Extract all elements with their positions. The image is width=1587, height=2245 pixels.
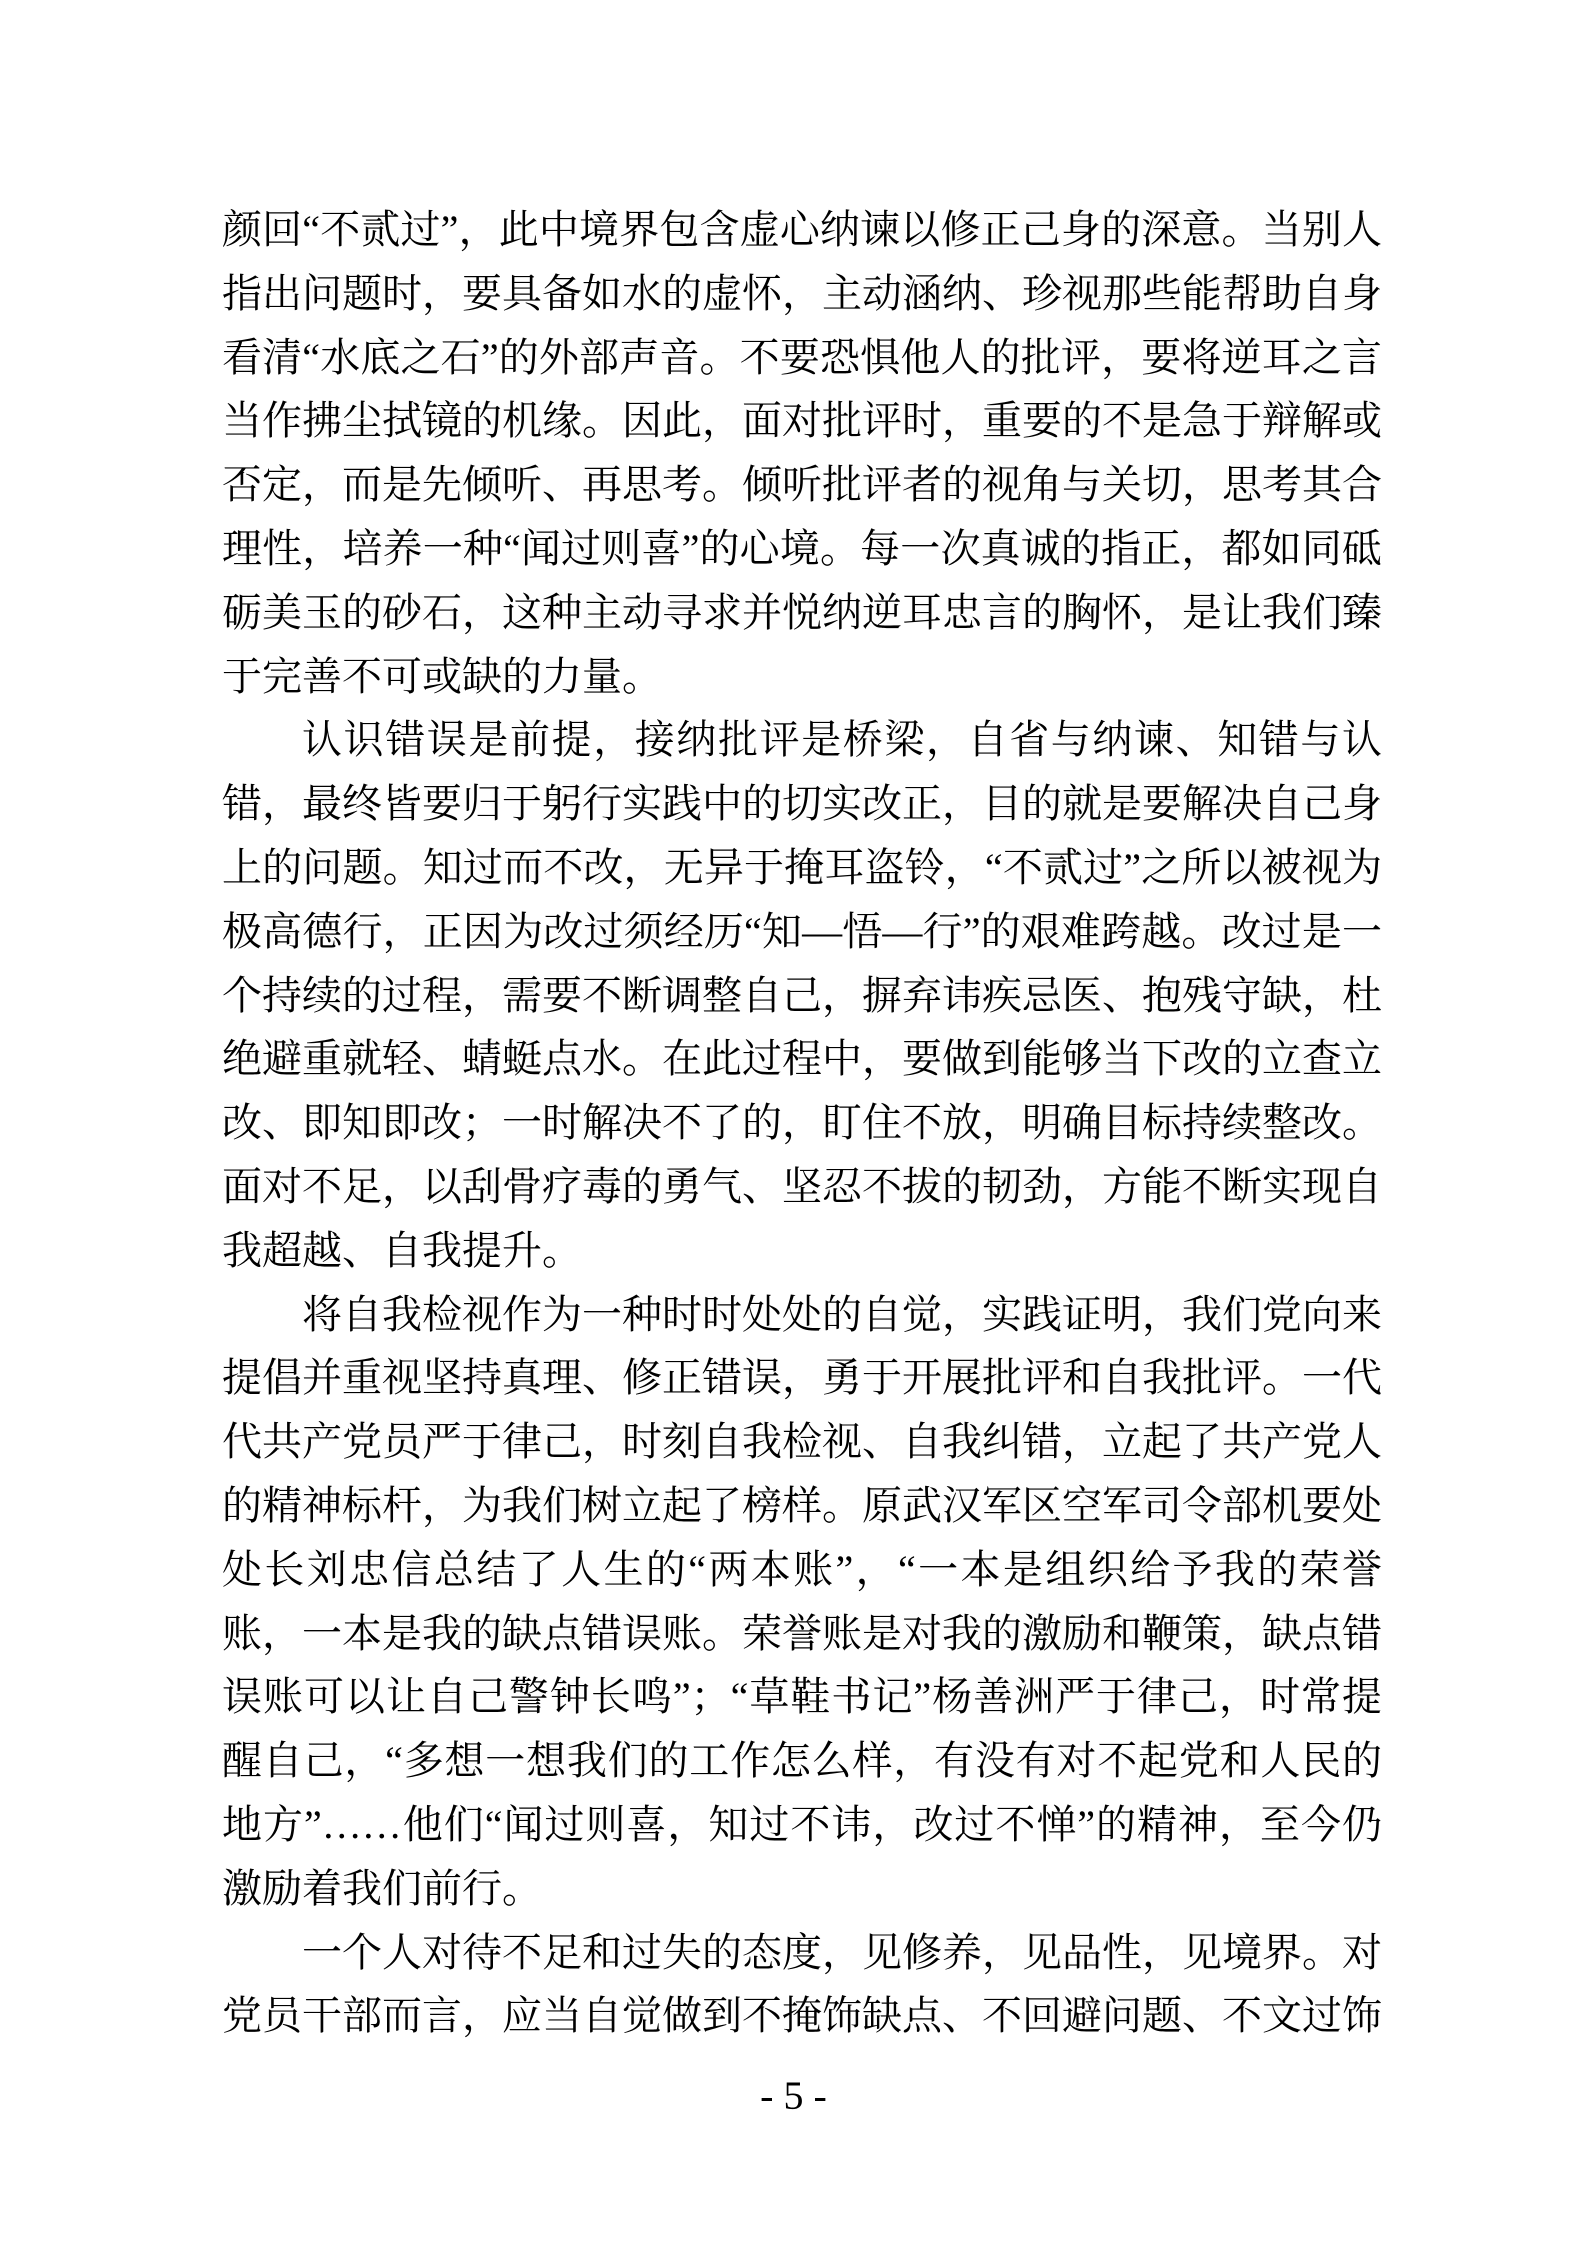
paragraph: 将自我检视作为一种时时处处的自觉，实践证明，我们党向来提倡并重视坚持真理、修正错误，勇于开展批评和自我批评。一代代共产党员严于律己，时刻自我检视、自我纠错，立起了共产党人的精神标杆，为我们树立起了榜样。原武汉军区空军司令部机要处处长刘忠信总结了人生的“两本账”，“一本是组织给予我的荣誉账，一本是我的缺点错误账。荣誉账是对我的激励和鞭策，缺点错误账可以让自己警钟长鸣”；“草鞋书记”杨善洲严于律己，时常提醒自己，“多想一想我们的工作怎么样，有没有对不起党和人民的地方”……他们“闻过则喜，知过不讳，改过不惮”的精神，至今仍激励着我们前行。	[222, 1291, 1382, 1911]
paragraph: 认识错误是前提，接纳批评是桥梁，自省与纳谏、知错与认错，最终皆要归于躬行实践中的切实改正，目的就是要解决自己身上的问题。知过而不改，无异于掩耳盗铃，“不贰过”之所以被视为极高德行，正因为改过须经历“知—悟—行”的艰难跨越。改过是一个持续的过程，需要不断调整自己，摒弃讳疾忌医、抱残守缺，杜绝避重就轻、蜻蜓点水。在此过程中，要做到能够当下改的立查立改、即知即改；一时解决不了的，盯住不放，明确目标持续整改。面对不足，以刮骨疗毒的勇气、坚忍不拔的韧劲，方能不断实现自我超越、自我提升。	[222, 717, 1382, 1273]
paragraph: 颜回“不贰过”，此中境界包含虚心纳谏以修正己身的深意。当别人指出问题时，要具备如水的虚怀，主动涵纳、珍视那些能帮助自身看清“水底之石”的外部声音。不要恐惧他人的批评，要将逆耳之言当作拂尘拭镜的机缘。因此，面对批评时，重要的不是急于辩解或否定，而是先倾听、再思考。倾听批评者的视角与关切，思考其合理性，培养一种“闻过则喜”的心境。每一次真诚的指正，都如同砥砺美玉的砂石，这种主动寻求并悦纳逆耳忠言的胸怀，是让我们臻于完善不可或缺的力量。	[222, 207, 1382, 699]
text-content	[222, 198, 1382, 2048]
paragraph: 一个人对待不足和过失的态度，见修养，见品性，见境界。对党员干部而言，应当自觉做到不掩饰缺点、不回避问题、不文过饰	[222, 1929, 1382, 2039]
page-number: - 5 -	[760, 2073, 827, 2118]
